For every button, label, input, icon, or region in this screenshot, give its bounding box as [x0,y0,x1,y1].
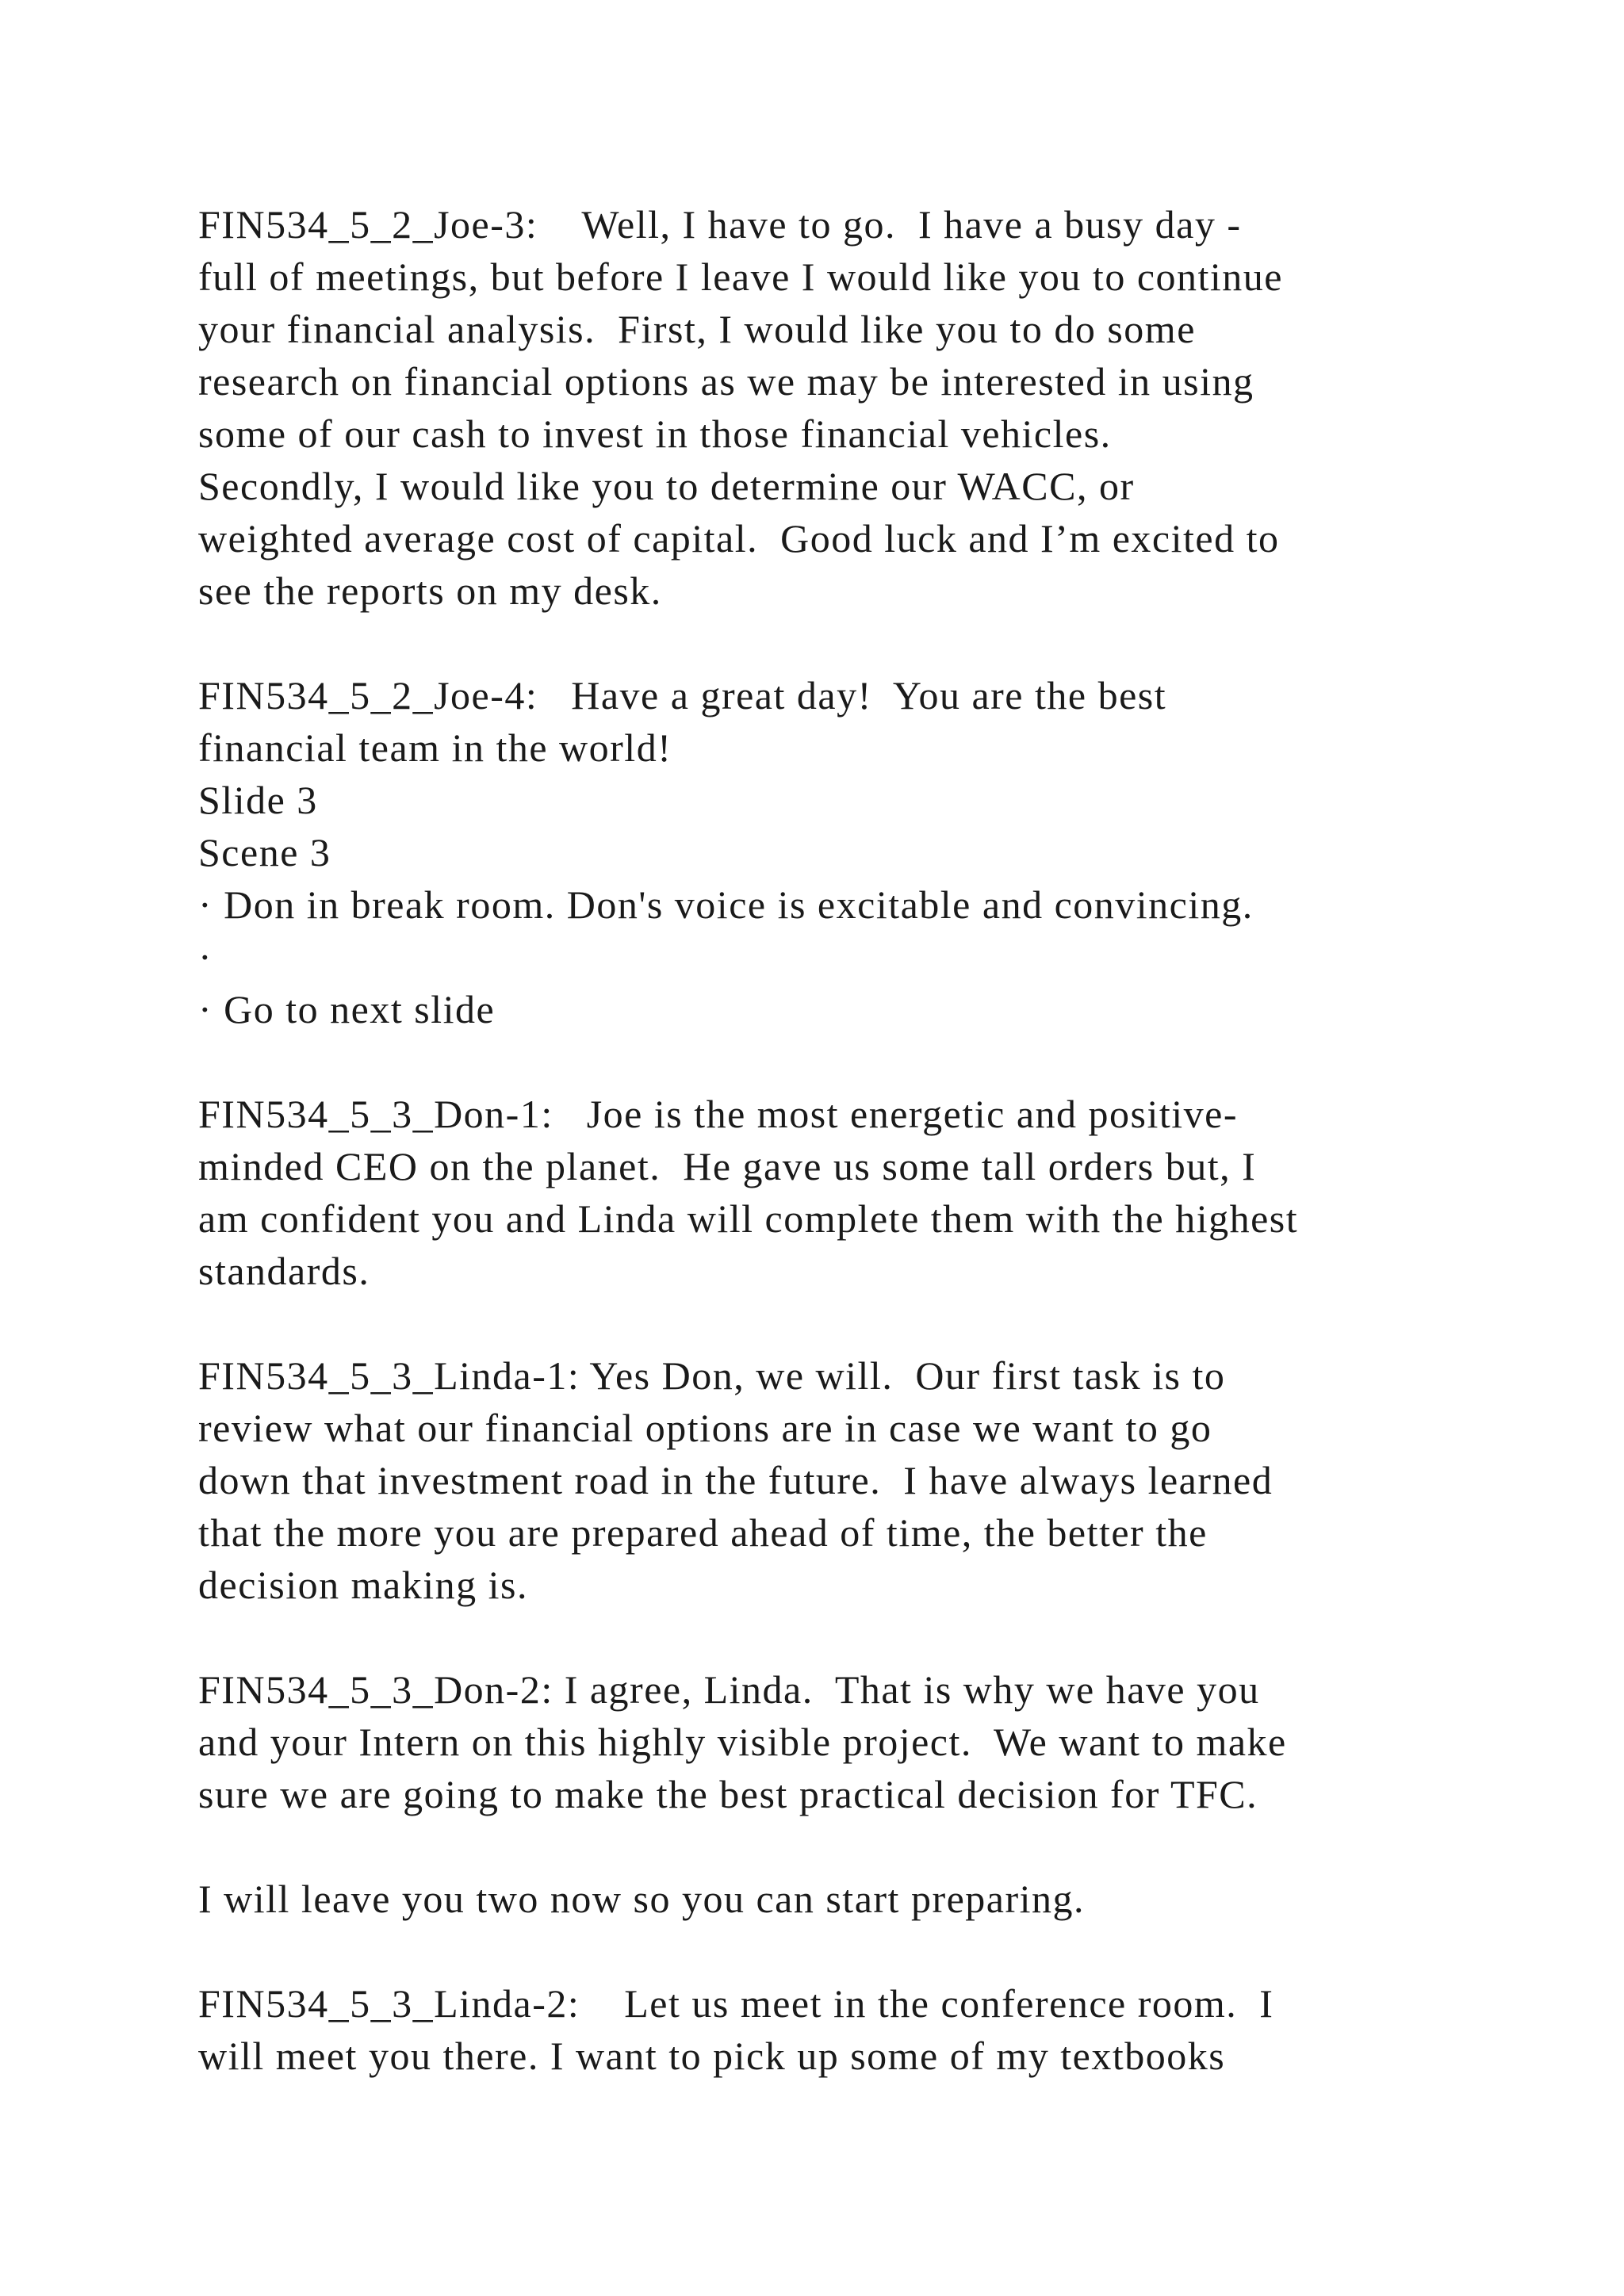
paragraph-joe-4-scene-3 [198,669,1467,1035]
paragraph-gap [198,1297,1467,1349]
paragraph-linda-2 [198,1977,1467,2082]
paragraph-gap [198,1611,1467,1663]
paragraph-linda-1 [198,1349,1467,1611]
paragraph-gap [198,1035,1467,1088]
text-line: FIN534_5_3_Linda-2: Let us meet in the conference room. I [198,1981,1274,2026]
text-line: weighted average cost of capital. Good luck and I’m excited to [198,516,1280,561]
paragraph-gap [198,1820,1467,1873]
bullet-item: · Go to next slide [198,987,496,1031]
text-line: FIN534_5_2_Joe-3: Well, I have to go. I have a busy day - [198,202,1242,247]
text-line: full of meetings, but before I leave I would like you to continue [198,254,1283,299]
paragraph-leave [198,1873,1467,1925]
document-body [198,198,1467,2082]
paragraph-don-1 [198,1088,1467,1297]
text-line: some of our cash to invest in those financial vehicles. [198,411,1112,456]
text-line: Secondly, I would like you to determine our WACC, or [198,464,1135,508]
paragraph-don-2 [198,1663,1467,1820]
bullet-item: · [198,935,213,979]
text-line: that the more you are prepared ahead of time, the better the [198,1510,1208,1555]
text-line: standards. [198,1249,370,1293]
text-line: FIN534_5_3_Linda-1: Yes Don, we will. Our first task is to [198,1353,1226,1398]
text-line: minded CEO on the planet. He gave us some tall orders but, I [198,1144,1257,1188]
text-line: your financial analysis. First, I would like you to do some [198,307,1196,351]
text-line: see the reports on my desk. [198,568,662,613]
text-line: FIN534_5_3_Don-2: I agree, Linda. That is why we have you [198,1667,1260,1712]
text-line: FIN534_5_2_Joe-4: Have a great day! You are the best [198,673,1167,718]
text-line: financial team in the world! [198,725,672,770]
text-line: FIN534_5_3_Don-1: Joe is the most energetic and positive- [198,1092,1239,1136]
text-line: and your Intern on this highly visible project. We want to make [198,1720,1287,1764]
text-line: will meet you there. I want to pick up some of my textbooks [198,2034,1226,2078]
text-line: review what our financial options are in case we want to go [198,1406,1212,1450]
scene-heading: Scene 3 [198,830,331,874]
bullet-item: · Don in break room. Don's voice is excitable and convincing. [198,882,1254,927]
text-line: am confident you and Linda will complete them with the highest [198,1196,1299,1241]
text-line: research on financial options as we may be interested in using [198,359,1254,404]
slide-heading: Slide 3 [198,778,318,822]
text-line: decision making is. [198,1563,528,1607]
text-line: I will leave you two now so you can start preparing. [198,1877,1086,1921]
paragraph-gap [198,617,1467,669]
paragraph-joe-3 [198,198,1467,617]
text-line: sure we are going to make the best practical decision for TFC. [198,1772,1258,1816]
text-line: down that investment road in the future. I have always learned [198,1458,1274,1502]
paragraph-gap [198,1925,1467,1977]
